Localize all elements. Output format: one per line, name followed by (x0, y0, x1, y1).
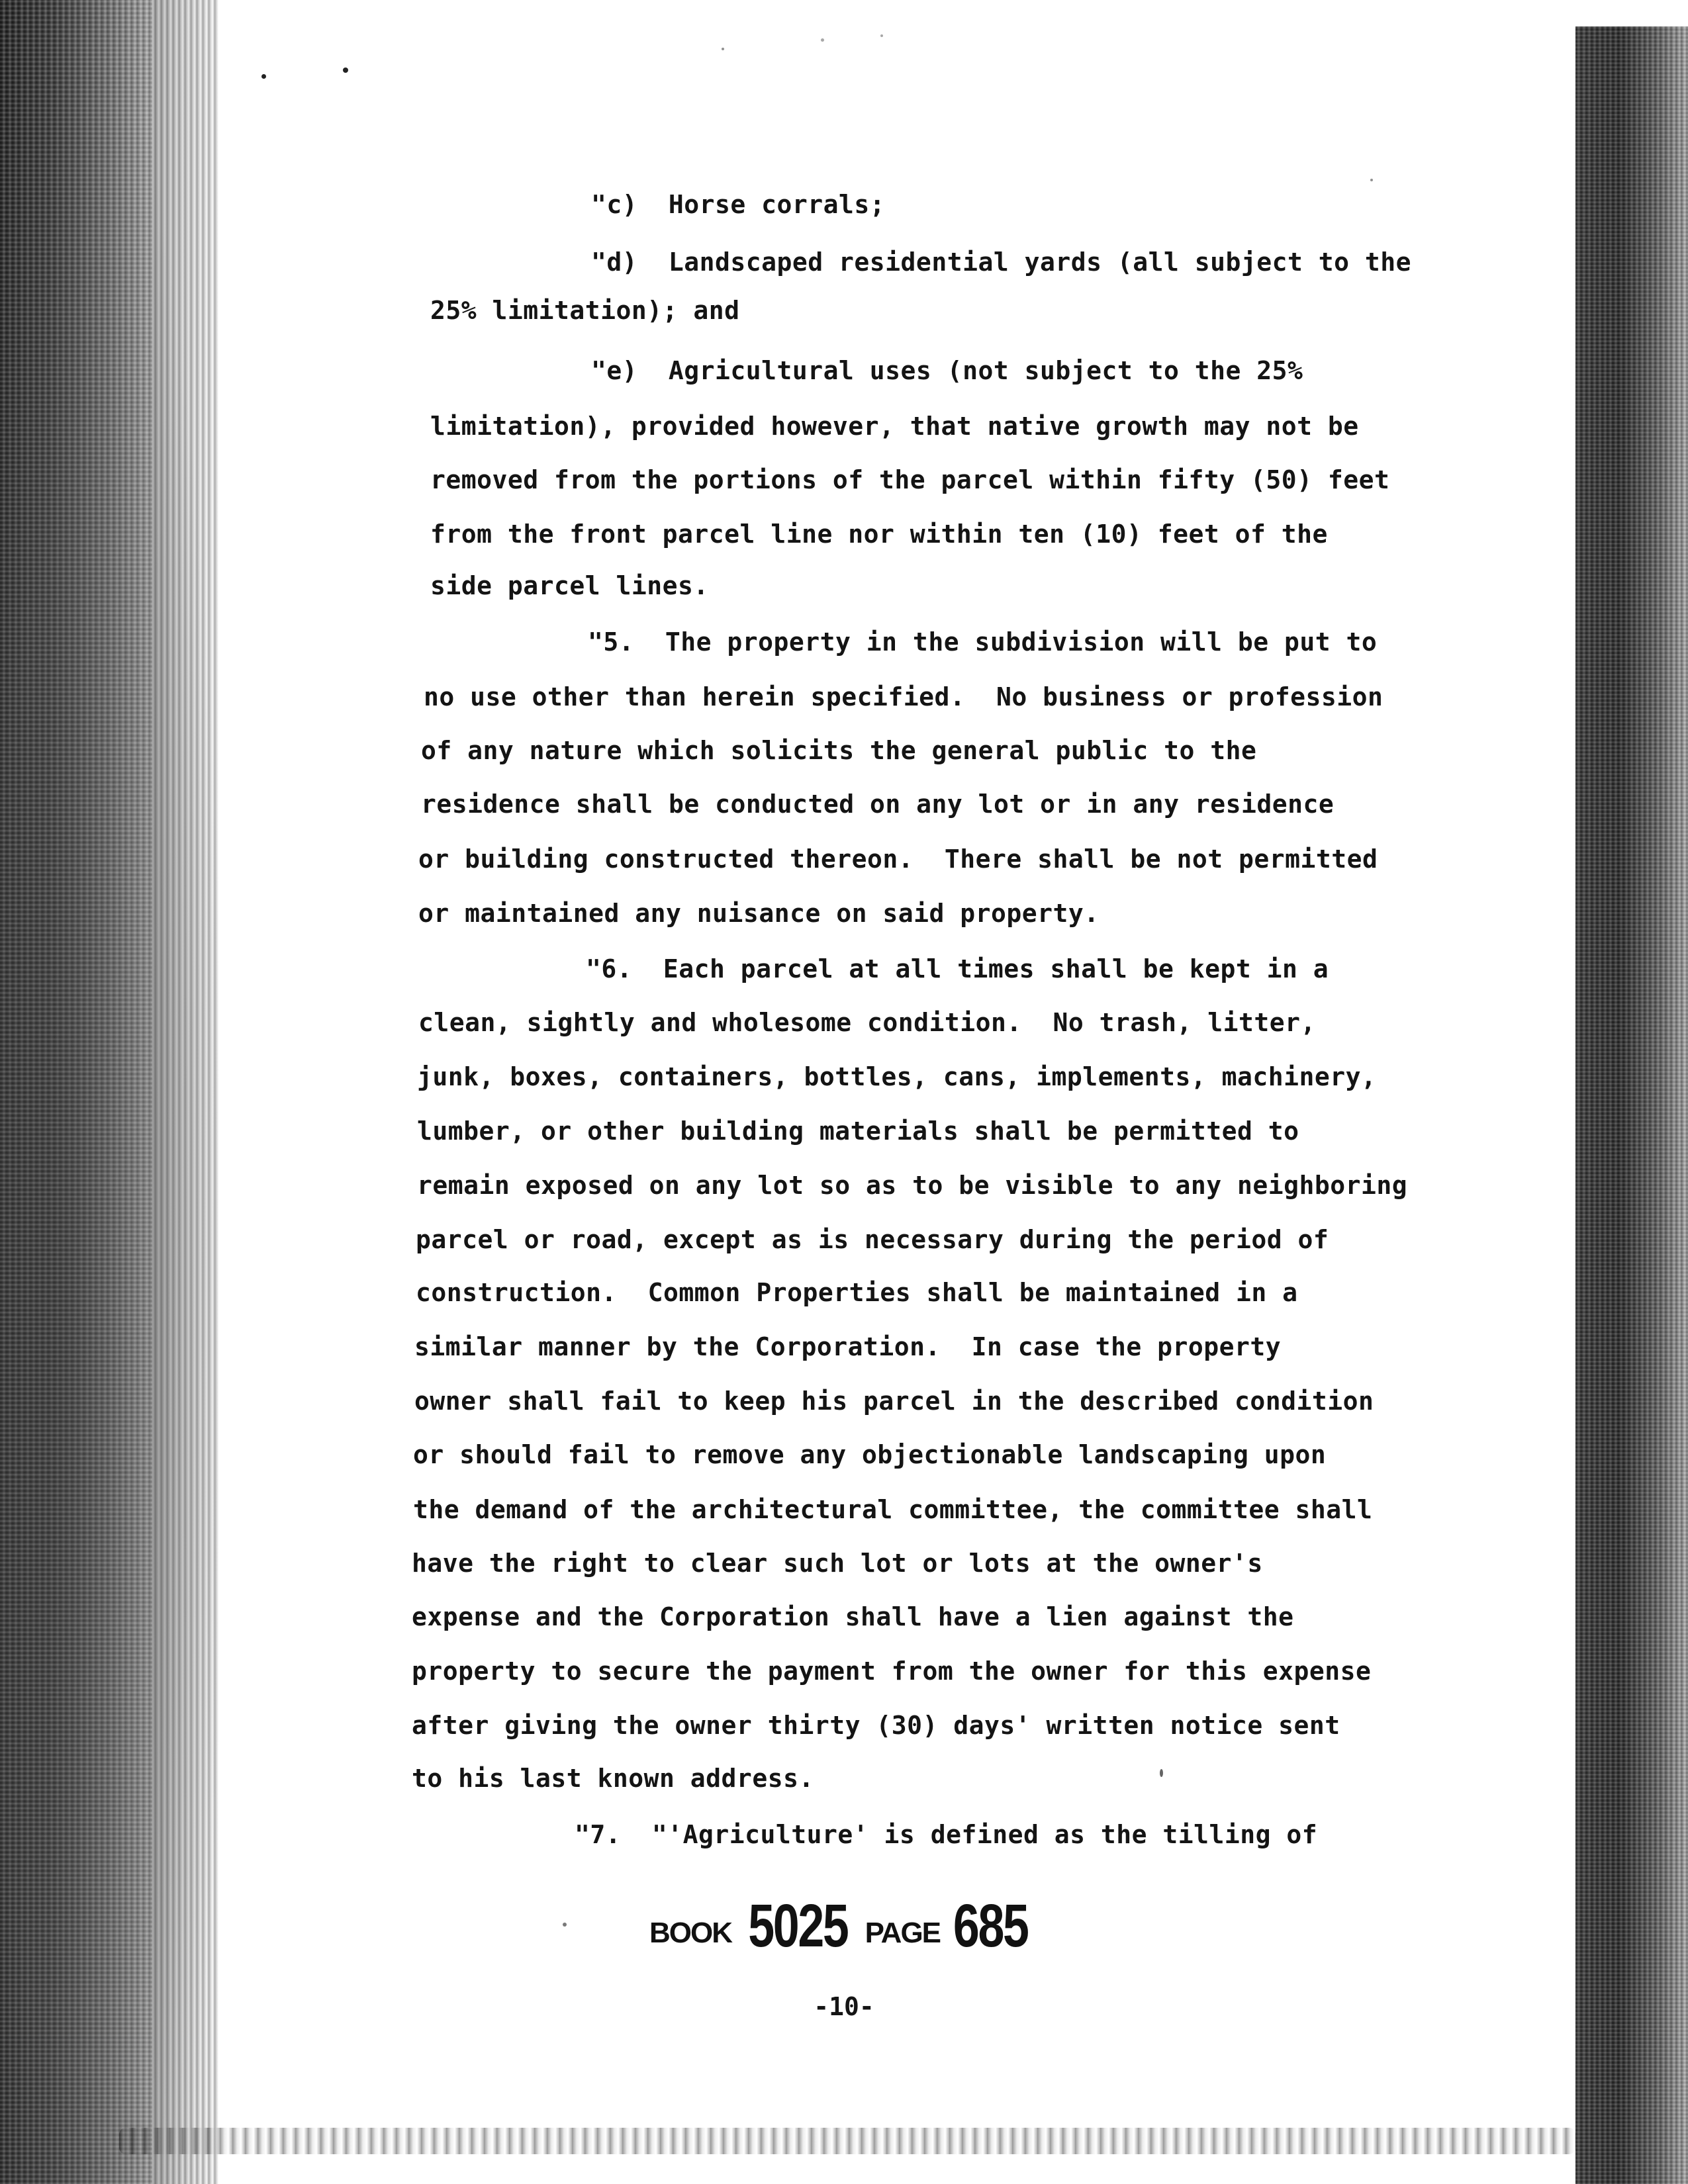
scan-smudge-bottom (119, 2128, 1575, 2154)
text-line: have the right to clear such lot or lots at the owner's (412, 1549, 1263, 1578)
scan-speck (880, 34, 883, 37)
text-line: remain exposed on any lot so as to be visible to any neighboring (417, 1171, 1408, 1200)
text-line-5: "5. The property in the subdivision will be put to (588, 627, 1378, 657)
text-line: junk, boxes, containers, bottles, cans, implements, machinery, (417, 1062, 1377, 1091)
page-number: -10- (814, 1992, 874, 2021)
scan-speck (1370, 179, 1373, 181)
text-line: construction. Common Properties shall be maintained in a (416, 1278, 1298, 1307)
text-line-7: "7. "'Agriculture' is defined as the tilling of (575, 1820, 1318, 1849)
text-line: removed from the portions of the parcel within fifty (50) feet (430, 465, 1390, 494)
text-line: owner shall fail to keep his parcel in the described condition (414, 1387, 1374, 1416)
text-line: limitation), provided however, that native growth may not be (430, 412, 1359, 441)
text-line: after giving the owner thirty (30) days' written notice sent (412, 1711, 1340, 1740)
text-line: or maintained any nuisance on said property. (418, 899, 1100, 928)
text-line: lumber, or other building materials shall be permitted to (417, 1116, 1299, 1146)
page-prefix: PAGE (865, 1917, 941, 1949)
scan-noise-left (0, 0, 152, 2184)
text-line-6: "6. Each parcel at all times shall be kept in a (586, 954, 1329, 983)
recording-stamp (0, 1891, 1688, 1961)
scan-speck (722, 48, 724, 50)
text-line: the demand of the architectural committee, the committee shall (413, 1495, 1373, 1524)
book-prefix: BOOK (649, 1917, 732, 1949)
scan-speck (821, 38, 824, 42)
text-line: 25% limitation); and (430, 296, 740, 325)
text-line: or building constructed thereon. There shall be not permitted (418, 844, 1378, 874)
text-line-e: "e) Agricultural uses (not subject to the 25% (591, 356, 1303, 385)
scan-speck (261, 74, 266, 79)
text-line: property to secure the payment from the owner for this expense (412, 1657, 1372, 1686)
text-line: to his last known address. (412, 1764, 814, 1793)
text-line: side parcel lines. (430, 571, 709, 600)
text-line-d: "d) Landscaped residential yards (all subject to the (591, 248, 1412, 277)
text-line: residence shall be conducted on any lot or in any residence (421, 790, 1335, 819)
text-line: clean, sightly and wholesome condition. No trash, litter, (418, 1008, 1316, 1037)
scan-speck (1160, 1769, 1163, 1777)
text-line: or should fail to remove any objectionable landscaping upon (413, 1440, 1327, 1469)
text-line: parcel or road, except as is necessary during the period of (416, 1225, 1329, 1254)
scan-noise-right (1575, 26, 1688, 2184)
book-number: 5025 (748, 1892, 848, 1960)
text-line: no use other than herein specified. No business or profession (424, 682, 1383, 711)
text-line-c: "c) Horse corrals; (591, 190, 886, 219)
scan-speck (343, 68, 348, 73)
text-line: of any nature which solicits the general public to the (421, 736, 1257, 765)
text-line: expense and the Corporation shall have a lien against the (412, 1602, 1294, 1631)
stamp-page-number: 685 (953, 1892, 1029, 1960)
text-line: from the front parcel line nor within ten (10) feet of the (430, 520, 1328, 549)
text-line: similar manner by the Corporation. In case the property (414, 1332, 1282, 1361)
